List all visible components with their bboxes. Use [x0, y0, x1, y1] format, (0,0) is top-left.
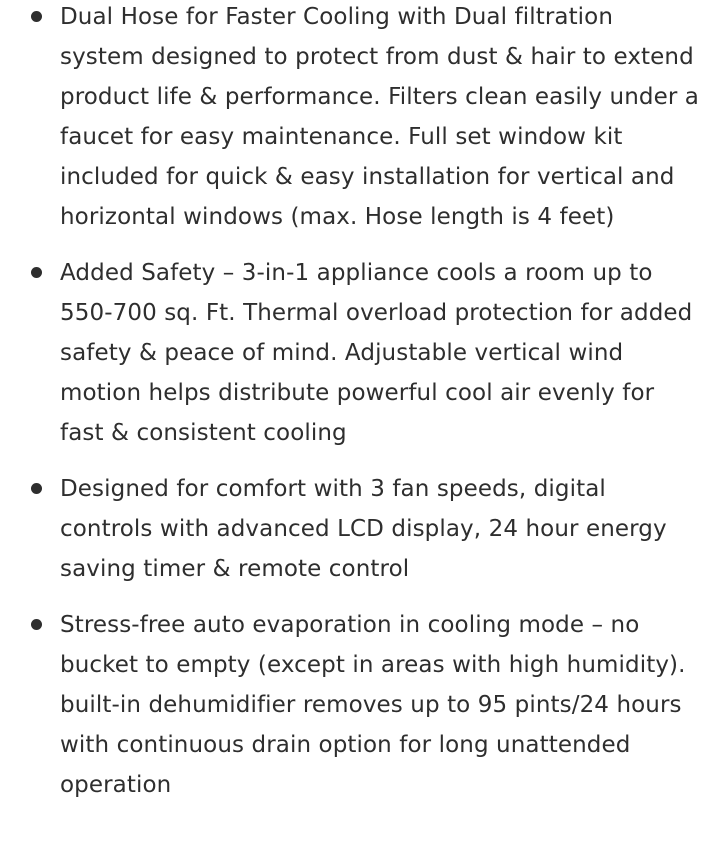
feature-bullet-text: Dual Hose for Faster Cooling with Dual filtration system designed to protect from dust & hair to extend product life & performance. Filters clean easily under a faucet for easy maintenance. Full set window kit included for quick & easy installation for vertical and horizontal windows (max. Hose length is 4 feet) — [60, 4, 699, 230]
feature-bullet-added-safety — [30, 253, 700, 453]
feature-bullet-text: Added Safety – 3-in-1 appliance cools a room up to 550-700 sq. Ft. Thermal overload protection for added safety & peace of mind. Adjustable vertical wind motion helps distribute powerful cool air evenly for fast & consistent cooling — [60, 260, 693, 446]
feature-bullet-text: Stress-free auto evaporation in cooling mode – no bucket to empty (except in areas with high humidity). built-in dehumidifier removes up to 95 pints/24 hours with continuous drain option for long unattended operation — [60, 612, 686, 798]
feature-bullet-auto-evaporation — [30, 605, 700, 805]
bullet-dot-icon — [31, 11, 42, 22]
feature-bullet-text: Designed for comfort with 3 fan speeds, digital controls with advanced LCD display, 24 hour energy saving timer & remote control — [60, 476, 667, 582]
bullet-dot-icon — [31, 267, 42, 278]
bullet-dot-icon — [31, 619, 42, 630]
bullet-dot-icon — [31, 483, 42, 494]
feature-bullet-dual-hose — [30, 0, 700, 237]
feature-bullet-comfort — [30, 469, 700, 589]
